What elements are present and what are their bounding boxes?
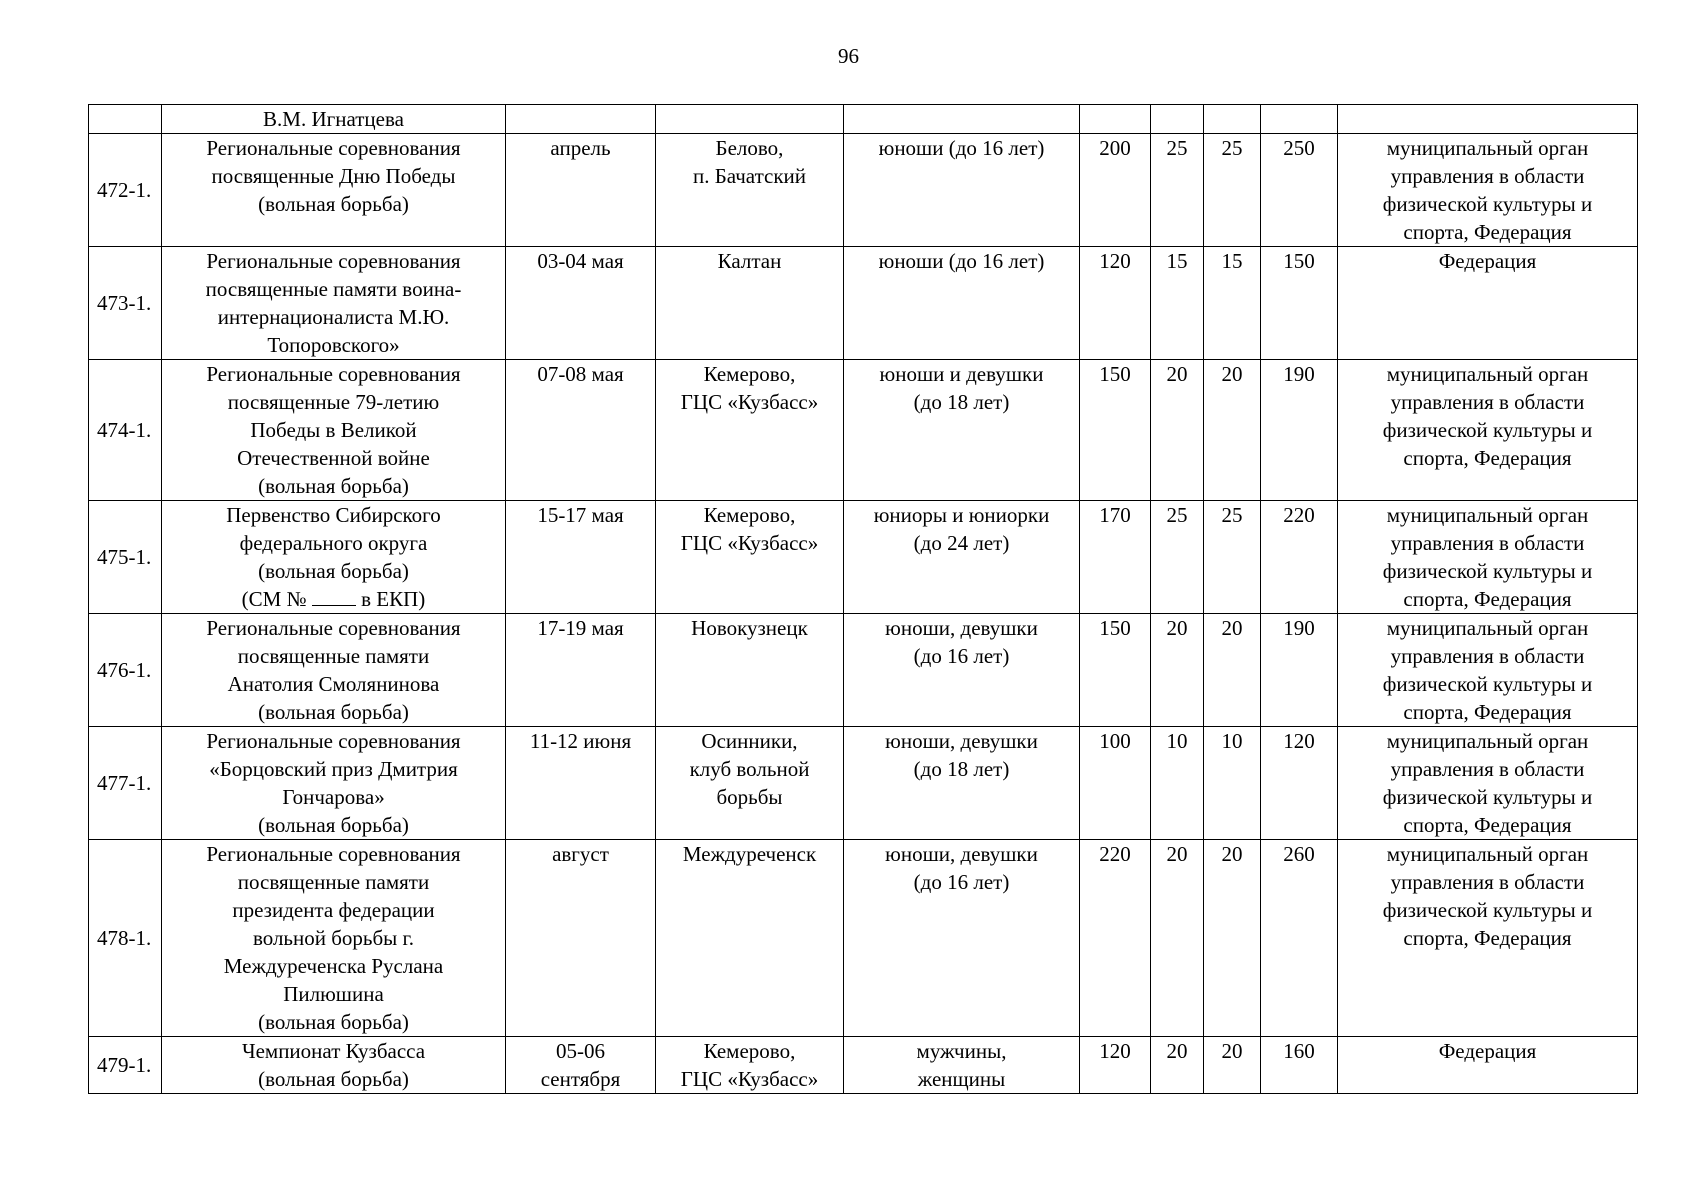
cell-date: август — [506, 840, 656, 1037]
cell-total — [1261, 105, 1338, 134]
table-row — [89, 614, 1638, 727]
cell-count-2 — [1151, 105, 1204, 134]
cell-count-3: 10 — [1204, 727, 1261, 840]
cell-place: Белово, п. Бачатский — [656, 134, 844, 247]
table-row — [89, 247, 1638, 360]
cell-organizer: муниципальный орган управления в области физической культуры и спорта, Федерация — [1338, 360, 1638, 501]
cell-participants: мужчины, женщины — [844, 1037, 1080, 1094]
table-row — [89, 134, 1638, 247]
cell-participants — [844, 105, 1080, 134]
event-title: Первенство Сибирского федерального округа (вольная борьба) — [226, 503, 441, 583]
cell-event: Чемпионат Кузбасса (вольная борьба) — [162, 1037, 506, 1094]
cell-event: Региональные соревнования посвященные памяти воина- интернационалиста М.Ю. Топоровского» — [162, 247, 506, 360]
cell-total: 220 — [1261, 501, 1338, 614]
ekp-suffix: в ЕКП) — [361, 587, 426, 611]
cell-total: 120 — [1261, 727, 1338, 840]
cell-num: 473-1. — [89, 247, 162, 360]
cell-date: апрель — [506, 134, 656, 247]
cell-participants: юноши, девушки (до 18 лет) — [844, 727, 1080, 840]
cell-num: 475-1. — [89, 501, 162, 614]
cell-count-2: 15 — [1151, 247, 1204, 360]
cell-place: Новокузнецк — [656, 614, 844, 727]
cell-count-2: 20 — [1151, 360, 1204, 501]
cell-event: Региональные соревнования посвященные памяти Анатолия Смолянинова (вольная борьба) — [162, 614, 506, 727]
cell-participants: юноши, девушки (до 16 лет) — [844, 840, 1080, 1037]
cell-organizer: муниципальный орган управления в области физической культуры и спорта, Федерация — [1338, 614, 1638, 727]
cell-place: Кемерово, ГЦС «Кузбасс» — [656, 501, 844, 614]
cell-count-1: 150 — [1080, 614, 1151, 727]
cell-count-1: 120 — [1080, 1037, 1151, 1094]
cell-count-3: 15 — [1204, 247, 1261, 360]
cell-event: В.М. Игнатцева — [162, 105, 506, 134]
cell-num: 477-1. — [89, 727, 162, 840]
cell-participants: юноши и девушки (до 18 лет) — [844, 360, 1080, 501]
cell-place: Кемерово, ГЦС «Кузбасс» — [656, 360, 844, 501]
table-row — [89, 840, 1638, 1037]
table-row — [89, 727, 1638, 840]
cell-count-2: 25 — [1151, 134, 1204, 247]
cell-num: 479-1. — [89, 1037, 162, 1094]
cell-count-2: 10 — [1151, 727, 1204, 840]
ekp-number-blank — [312, 587, 356, 606]
cell-event: Региональные соревнования «Борцовский приз Дмитрия Гончарова» (вольная борьба) — [162, 727, 506, 840]
cell-date: 11-12 июня — [506, 727, 656, 840]
cell-count-3: 25 — [1204, 134, 1261, 247]
cell-count-1: 200 — [1080, 134, 1151, 247]
cell-num: 478-1. — [89, 840, 162, 1037]
cell-total: 160 — [1261, 1037, 1338, 1094]
cell-count-2: 20 — [1151, 1037, 1204, 1094]
cell-count-2: 25 — [1151, 501, 1204, 614]
cell-count-1: 120 — [1080, 247, 1151, 360]
cell-organizer: муниципальный орган управления в области физической культуры и спорта, Федерация — [1338, 840, 1638, 1037]
cell-participants: юноши, девушки (до 16 лет) — [844, 614, 1080, 727]
page-number: 96 — [838, 44, 859, 68]
cell-place: Кемерово, ГЦС «Кузбасс» — [656, 1037, 844, 1094]
cell-count-2: 20 — [1151, 840, 1204, 1037]
cell-count-1: 100 — [1080, 727, 1151, 840]
cell-event: Региональные соревнования посвященные памяти президента федерации вольной борьбы г. Междуреченска Руслана Пилюшина (вольная борьба) — [162, 840, 506, 1037]
cell-num: 474-1. — [89, 360, 162, 501]
table-row — [89, 1037, 1638, 1094]
cell-date — [506, 105, 656, 134]
cell-count-3: 20 — [1204, 360, 1261, 501]
cell-num: 476-1. — [89, 614, 162, 727]
cell-count-3: 20 — [1204, 840, 1261, 1037]
cell-event: Региональные соревнования посвященные Дню Победы (вольная борьба) — [162, 134, 506, 247]
cell-num — [89, 105, 162, 134]
table-row-continuation — [89, 105, 1638, 134]
cell-place: Калтан — [656, 247, 844, 360]
cell-date: 03-04 мая — [506, 247, 656, 360]
cell-date: 15-17 мая — [506, 501, 656, 614]
cell-num: 472-1. — [89, 134, 162, 247]
cell-participants: юноши (до 16 лет) — [844, 134, 1080, 247]
cell-count-1 — [1080, 105, 1151, 134]
cell-event: Региональные соревнования посвященные 79-летию Победы в Великой Отечественной войне (вольная борьба) — [162, 360, 506, 501]
cell-count-3: 20 — [1204, 614, 1261, 727]
cell-organizer: муниципальный орган управления в области физической культуры и спорта, Федерация — [1338, 501, 1638, 614]
cell-total: 150 — [1261, 247, 1338, 360]
table-row — [89, 360, 1638, 501]
ekp-prefix: (СМ № — [241, 587, 307, 611]
cell-count-3: 25 — [1204, 501, 1261, 614]
cell-count-3: 20 — [1204, 1037, 1261, 1094]
cell-total: 260 — [1261, 840, 1338, 1037]
cell-date: 05-06 сентября — [506, 1037, 656, 1094]
cell-organizer: муниципальный орган управления в области физической культуры и спорта, Федерация — [1338, 727, 1638, 840]
cell-place: Междуреченск — [656, 840, 844, 1037]
cell-organizer: муниципальный орган управления в области физической культуры и спорта, Федерация — [1338, 134, 1638, 247]
cell-count-1: 150 — [1080, 360, 1151, 501]
cell-organizer: Федерация — [1338, 1037, 1638, 1094]
cell-event — [162, 501, 506, 614]
cell-count-3 — [1204, 105, 1261, 134]
cell-count-2: 20 — [1151, 614, 1204, 727]
cell-organizer — [1338, 105, 1638, 134]
table-row — [89, 501, 1638, 614]
cell-place: Осинники, клуб вольной борьбы — [656, 727, 844, 840]
cell-count-1: 170 — [1080, 501, 1151, 614]
cell-organizer: Федерация — [1338, 247, 1638, 360]
cell-total: 250 — [1261, 134, 1338, 247]
cell-total: 190 — [1261, 614, 1338, 727]
cell-participants: юноши (до 16 лет) — [844, 247, 1080, 360]
cell-date: 07-08 мая — [506, 360, 656, 501]
cell-total: 190 — [1261, 360, 1338, 501]
cell-participants: юниоры и юниорки (до 24 лет) — [844, 501, 1080, 614]
cell-date: 17-19 мая — [506, 614, 656, 727]
cell-count-1: 220 — [1080, 840, 1151, 1037]
cell-place — [656, 105, 844, 134]
events-table — [88, 104, 1638, 1094]
